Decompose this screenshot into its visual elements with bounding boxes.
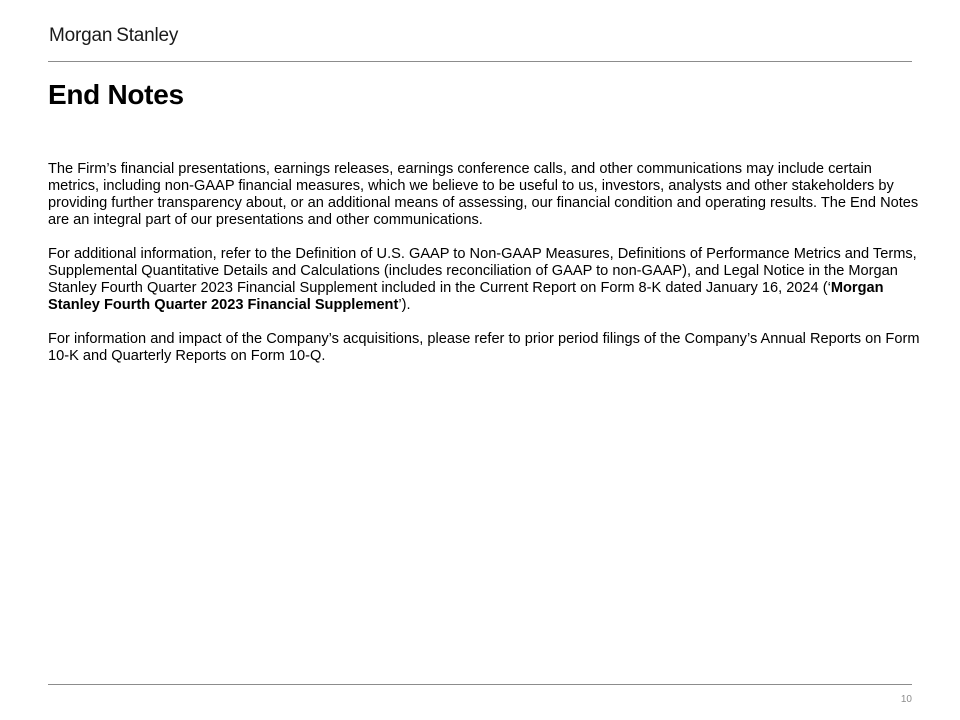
paragraph-metrics: The Firm’s financial presentations, earnings releases, earnings conference calls, and other communications may include certain metrics, including non-GAAP financial measures, which we believe to be useful to us, investors, analysts and other stakeholders by providing further transparency about, or an additional means of assessing, our financial condition and operating results. The End Notes are an integral part of our presentations and other communications. [48, 161, 919, 228]
paragraph-additional-info-text: For additional information, refer to the Definition of U.S. GAAP to Non-GAAP Measures, Definitions of Performance Metrics and Terms, Supplemental Quantitative Details and Calculations (includes reconciliation of GAAP to non-GAAP), and Legal Notice in the Morgan Stanley Fourth Quarter 2023 Financial Supplement included in the Current Report on Form 8-K dated January 16, 2024 (‘ [48, 246, 917, 296]
financial-supplement-reference: Morgan Stanley Fourth Quarter 2023 Financial Supplement [48, 280, 884, 313]
logo-word-stanley: Stanley [116, 25, 179, 46]
paragraph-acquisitions: For information and impact of the Company’s acquisitions, please refer to prior period filings of the Company’s Annual Reports on Form 10-K and Quarterly Reports on Form 10-Q. [48, 331, 920, 364]
page-number: 10 [900, 694, 912, 705]
page-title: End Notes [48, 79, 184, 110]
paragraph-additional-info-closing: ’). [398, 297, 411, 313]
footer-divider [48, 684, 912, 685]
end-notes-body [48, 161, 920, 382]
logo-word-morgan: Morgan [49, 25, 113, 46]
paragraph-additional-info [48, 246, 920, 314]
morgan-stanley-logo [49, 24, 178, 48]
header-divider [48, 61, 912, 62]
